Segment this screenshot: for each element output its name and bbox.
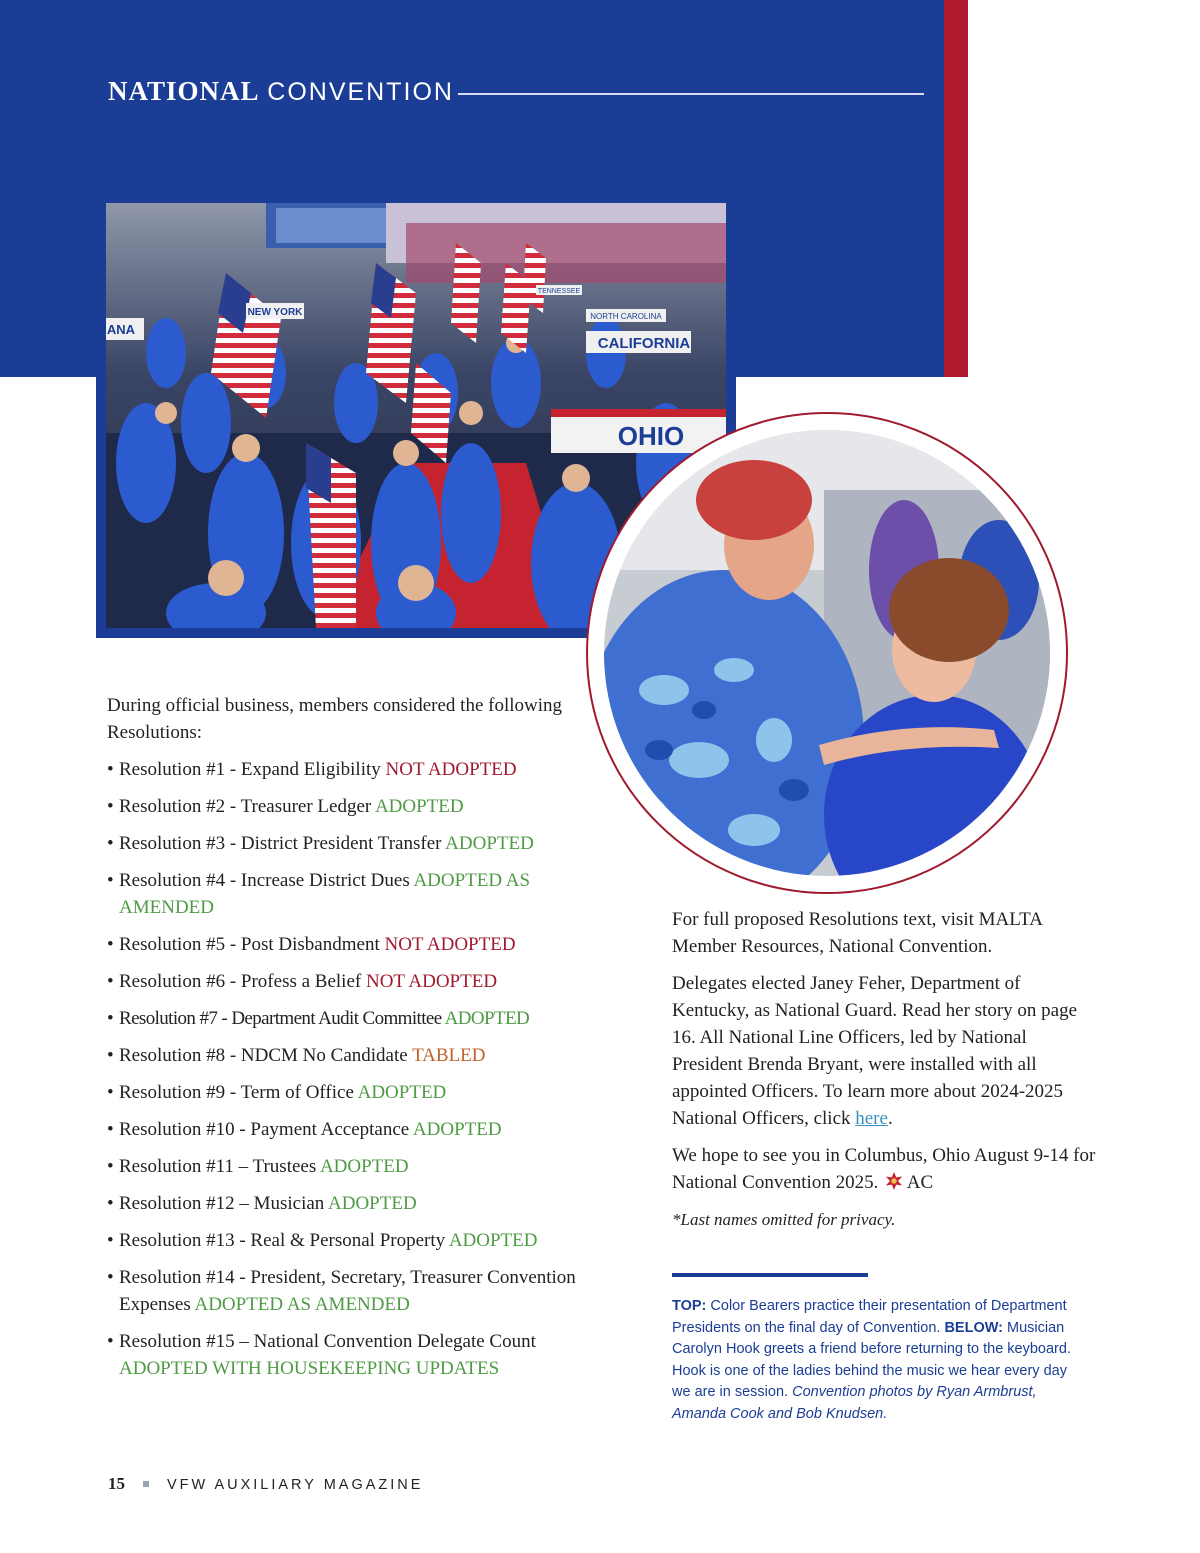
resolution-title: Resolution #6 - Profess a Belief bbox=[119, 971, 366, 992]
red-accent-stripe bbox=[944, 0, 968, 377]
resolution-title: Resolution #2 - Treasurer Ledger bbox=[119, 796, 375, 817]
author-initials: AC bbox=[903, 1172, 934, 1193]
magazine-name: VFW AUXILIARY MAGAZINE bbox=[167, 1477, 424, 1493]
list-item bbox=[107, 830, 587, 857]
photo-credit: Convention photos by Ryan Armbrust, Amanda Cook and Bob Knudsen. bbox=[672, 1384, 1037, 1422]
resolutions-list bbox=[107, 756, 587, 1382]
resolution-title: Resolution #14 - President, Secretary, Treasurer Convention Expenses bbox=[119, 1267, 576, 1315]
sign-ana: ANA bbox=[106, 322, 136, 337]
resolution-status: TABLED bbox=[412, 1045, 486, 1066]
resolution-status: ADOPTED bbox=[444, 1008, 530, 1029]
list-item bbox=[107, 1328, 587, 1382]
resolution-title: Resolution #15 – National Convention Delegate Count bbox=[119, 1331, 536, 1352]
resolution-title: Resolution #5 - Post Disbandment bbox=[119, 934, 385, 955]
section-title bbox=[108, 76, 454, 107]
caption-below-label: BELOW: bbox=[944, 1319, 1003, 1336]
resolution-status: ADOPTED bbox=[445, 833, 534, 854]
list-item bbox=[107, 1153, 587, 1180]
sign-north-carolina: NORTH CAROLINA bbox=[590, 312, 662, 321]
resolution-status: ADOPTED bbox=[319, 1156, 409, 1177]
resolution-title: Resolution #12 – Musician bbox=[119, 1193, 328, 1214]
list-item bbox=[107, 1190, 587, 1217]
section-title-bold: NATIONAL bbox=[108, 76, 260, 106]
resolution-title: Resolution #3 - District President Transfer bbox=[119, 833, 446, 854]
list-item bbox=[107, 1042, 587, 1069]
list-item bbox=[107, 968, 587, 995]
privacy-note: *Last names omitted for privacy. bbox=[672, 1210, 896, 1229]
resolution-status: NOT ADOPTED bbox=[384, 934, 516, 955]
vfw-cross-icon bbox=[885, 1172, 903, 1190]
page-footer bbox=[108, 1474, 423, 1494]
resolution-title: Resolution #4 - Increase District Dues bbox=[119, 870, 414, 891]
sign-new-york: NEW YORK bbox=[247, 307, 303, 318]
officers-text-end: . bbox=[887, 1108, 893, 1129]
caption-below-text: Musician Carolyn Hook greets a friend before returning to the keyboard. Hook is one of the ladies behind the music we hear every day we are in session. bbox=[672, 1319, 1071, 1400]
list-item bbox=[107, 1227, 587, 1254]
sign-california: CALIFORNIA bbox=[597, 335, 691, 352]
next-convention-paragraph bbox=[672, 1142, 1097, 1196]
resolution-status: NOT ADOPTED bbox=[385, 759, 517, 780]
caption-top-text: Color Bearers practice their presentation of Department Presidents on the final day of Convention. bbox=[672, 1298, 1067, 1336]
list-item bbox=[107, 931, 587, 958]
caption-rule bbox=[672, 1273, 868, 1277]
resolution-title: Resolution #11 – Trustees bbox=[119, 1156, 320, 1177]
resolution-title: Resolution #7 - Department Audit Committee bbox=[119, 1008, 445, 1029]
resolution-status: ADOPTED WITH HOUSEKEEPING UPDATES bbox=[119, 1358, 500, 1379]
list-item bbox=[107, 1079, 587, 1106]
resolution-status: ADOPTED bbox=[448, 1230, 538, 1251]
resolutions-section bbox=[107, 692, 587, 1392]
officers-text: Delegates elected Janey Feher, Department of Kentucky, as National Guard. Read her story on page 16. All National Line Officers, led by National President Brenda Bryant, were installed with all appointed Officers. To learn more about 2024-2025 National Officers, click bbox=[672, 973, 1078, 1129]
list-item bbox=[107, 756, 587, 783]
resolution-title: Resolution #10 - Payment Acceptance bbox=[119, 1119, 413, 1140]
section-title-light: CONVENTION bbox=[267, 78, 454, 106]
resolution-status: ADOPTED bbox=[374, 796, 464, 817]
sign-tennessee: TENNESSEE bbox=[537, 288, 581, 295]
sign-ohio: OHIO bbox=[617, 421, 685, 451]
list-item bbox=[107, 1264, 587, 1318]
national-guard-paragraph bbox=[672, 970, 1097, 1132]
page-number: 15 bbox=[108, 1474, 125, 1493]
header-rule bbox=[458, 93, 924, 95]
resolutions-text-note: For full proposed Resolutions text, visit MALTA Member Resources, National Convention. bbox=[672, 909, 1042, 957]
resolution-status: ADOPTED bbox=[412, 1119, 502, 1140]
resolution-status: ADOPTED AS AMENDED bbox=[194, 1294, 410, 1315]
resolution-status: ADOPTED bbox=[357, 1082, 447, 1103]
resolution-title: Resolution #13 - Real & Personal Property bbox=[119, 1230, 449, 1251]
list-item bbox=[107, 793, 587, 820]
resolution-status: ADOPTED bbox=[328, 1193, 417, 1214]
photo-caption bbox=[672, 1296, 1082, 1425]
footer-separator bbox=[143, 1481, 149, 1487]
caption-top-label: TOP: bbox=[672, 1298, 707, 1314]
list-item bbox=[107, 1116, 587, 1143]
resolution-title: Resolution #1 - Expand Eligibility bbox=[119, 759, 386, 780]
greeting-photo bbox=[604, 430, 1050, 876]
article-body-right bbox=[672, 906, 1097, 1243]
resolution-status: ADOPTED AS AMENDED bbox=[119, 870, 531, 918]
list-item bbox=[107, 867, 587, 921]
list-item bbox=[107, 1005, 587, 1032]
resolution-title: Resolution #9 - Term of Office bbox=[119, 1082, 358, 1103]
officers-link[interactable]: here bbox=[855, 1108, 888, 1129]
resolution-title: Resolution #8 - NDCM No Candidate bbox=[119, 1045, 413, 1066]
next-convention-text: We hope to see you in Columbus, Ohio August 9-14 for National Convention 2025. bbox=[672, 1145, 1096, 1193]
resolution-status: NOT ADOPTED bbox=[365, 971, 498, 992]
resolutions-intro: During official business, members considered the following Resolutions: bbox=[107, 695, 563, 743]
